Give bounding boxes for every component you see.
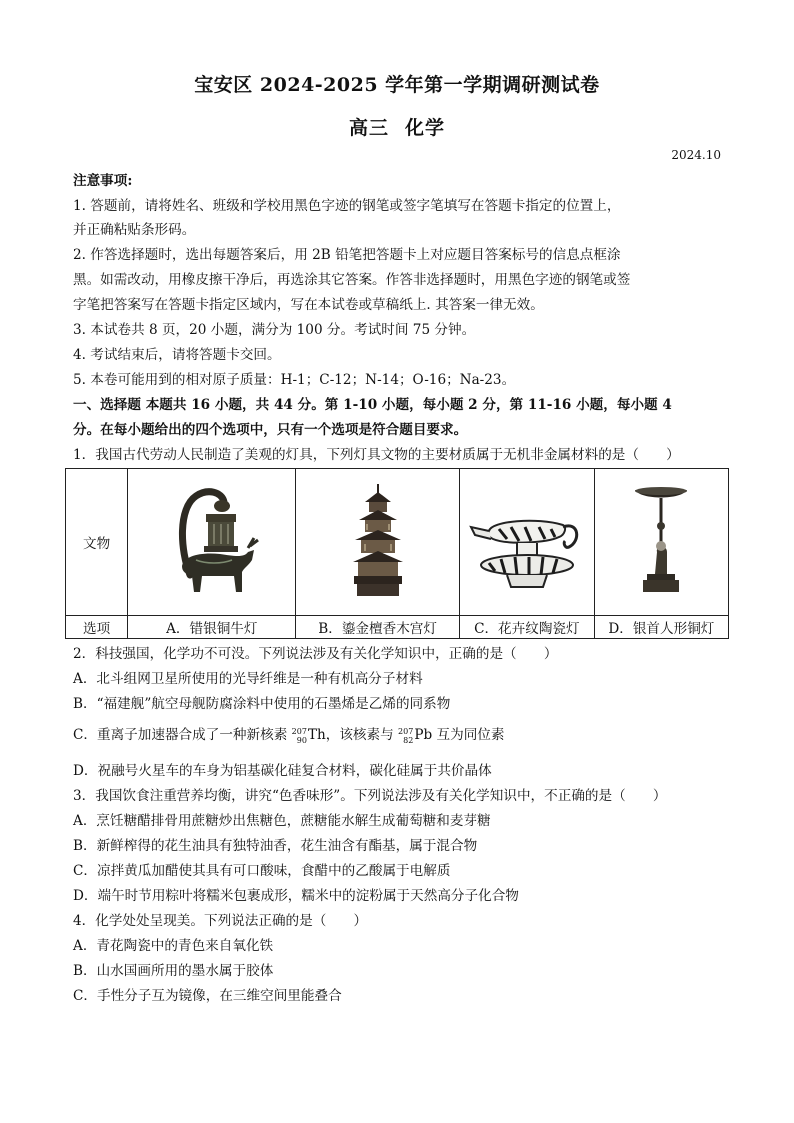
q2-option-c-suffix: 互为同位素 (432, 727, 505, 743)
pagoda-palace-lamp-icon (343, 480, 413, 604)
q2-option-b: B．“福建舰”航空母舰防腐涂料中使用的石墨烯是乙烯的同系物 (73, 696, 451, 712)
th-mass-number: 207 (291, 726, 307, 736)
q3-stem: 3．我国饮食注重营养均衡，讲究“色香味形”。下列说法涉及有关化学知识中，不正确的是（ ） (73, 788, 667, 804)
notice-item-3: 3. 本试卷共 8 页，20 小题，满分为 100 分。考试时间 75 分钟。 (73, 322, 476, 338)
notice-item-1-line-1: 1. 答题前，请将姓名、班级和学校用黑色字迹的钢笔或签字笔填写在答题卡指定的位置上， (73, 198, 621, 214)
q2-stem: 2．科技强国，化学功不可没。下列说法涉及有关化学知识中，正确的是（ ） (73, 646, 558, 662)
notice-item-2-line-1: 2. 作答选择题时，选出每题答案后，用 2B 铅笔把答题卡上对应题目答案标号的信息点框涂 (73, 247, 621, 263)
row-label-relic: 文物 (66, 469, 128, 616)
th-atomic-number: 90 (296, 735, 307, 745)
q1-stem: 1．我国古代劳动人民制造了美观的灯具，下列灯具文物的主要材质属于无机非金属材料的是（ ） (73, 447, 680, 463)
subject-label: 化学 (405, 117, 446, 139)
pb-atomic-number: 82 (403, 735, 414, 745)
relic-image-b (296, 469, 460, 616)
pb-mass-number: 207 (398, 726, 414, 736)
q4-stem: 4．化学处处呈现美。下列说法正确的是（ ） (73, 913, 368, 929)
notice-item-2-line-3: 字笔把答案写在答题卡指定区域内，写在本试卷或草稿纸上. 其答案一律无效。 (73, 297, 544, 313)
q1-option-b: B．鎏金檀香木宫灯 (296, 616, 460, 639)
silver-head-figure-lamp-icon (621, 480, 701, 604)
q1-option-c: C．花卉纹陶瓷灯 (459, 616, 594, 639)
q3-option-a: A．烹饪糖醋排骨用蔗糖炒出焦糖色，蔗糖能水解生成葡萄糖和麦芽糖 (73, 813, 491, 829)
ceramic-lamp-icon (467, 487, 587, 597)
notice-item-2-line-2: 黑。如需改动，用橡皮擦干净后，再选涂其它答案。作答非选择题时，用黑色字迹的钢笔或签 (73, 272, 631, 288)
q3-option-d: D．端午时节用粽叶将糯米包裹成形，糯米中的淀粉属于天然高分子化合物 (73, 888, 519, 904)
q3-option-c: C．凉拌黄瓜加醋使其具有可口酸味，食醋中的乙酸属于电解质 (73, 863, 451, 879)
grade-label: 高三 (348, 117, 389, 139)
q1-option-a: A．错银铜牛灯 (128, 616, 296, 639)
q1-option-d: D．银首人形铜灯 (594, 616, 728, 639)
notice-heading: 注意事项: (73, 173, 133, 189)
th-symbol: Th (307, 727, 326, 743)
row-label-option: 选项 (66, 616, 128, 639)
notice-item-4: 4. 考试结束后，请将答题卡交回。 (73, 347, 281, 363)
q2-option-d: D．祝融号火星车的车身为铝基碳化硅复合材料，碳化硅属于共价晶体 (73, 763, 492, 779)
q2-option-a: A．北斗组网卫星所使用的光导纤维是一种有机高分子材料 (73, 671, 423, 687)
notice-item-1-line-2: 并正确粘贴条形码。 (73, 222, 196, 238)
relic-image-d (594, 469, 728, 616)
q4-option-a: A．青花陶瓷中的青色来自氧化铁 (73, 938, 274, 954)
pb-symbol: Pb (414, 727, 433, 743)
exam-title: 宝安区 2024-2025 学年第一学期调研测试卷 (194, 74, 600, 96)
q3-option-b: B．新鲜榨得的花生油具有独特油香，花生油含有酯基，属于混合物 (73, 838, 478, 854)
section1-instructions-line-2: 分。在每小题给出的四个选项中，只有一个选项是符合题目要求。 (73, 422, 468, 438)
q2-option-c (73, 726, 725, 745)
bronze-ox-lamp-icon (162, 480, 262, 604)
section1-instructions-line-1: 一、选择题 本题共 16 小题，共 44 分。第 1-10 小题，每小题 2 分，第 11-16 小题，每小题 4 (73, 397, 672, 413)
relic-image-c (459, 469, 594, 616)
q2-option-c-middle: ，该核素与 (325, 727, 394, 743)
q4-option-b: B．山水国画所用的墨水属于胶体 (73, 963, 274, 979)
exam-subtitle (0, 113, 794, 140)
pb-nuclide-numbers (398, 727, 413, 745)
q2-option-c-prefix: C．重离子加速器合成了一种新核素 (73, 727, 288, 743)
relic-image-a (128, 469, 296, 616)
exam-date: 2024.10 (671, 148, 721, 162)
q4-option-c: C．手性分子互为镜像，在三维空间里能叠合 (73, 988, 342, 1004)
th-nuclide-numbers (292, 727, 307, 745)
notice-item-5: 5. 本卷可能用到的相对原子质量：H-1；C-12；N-14；O-16；Na-23。 (73, 372, 516, 388)
q1-relic-table (65, 468, 729, 639)
